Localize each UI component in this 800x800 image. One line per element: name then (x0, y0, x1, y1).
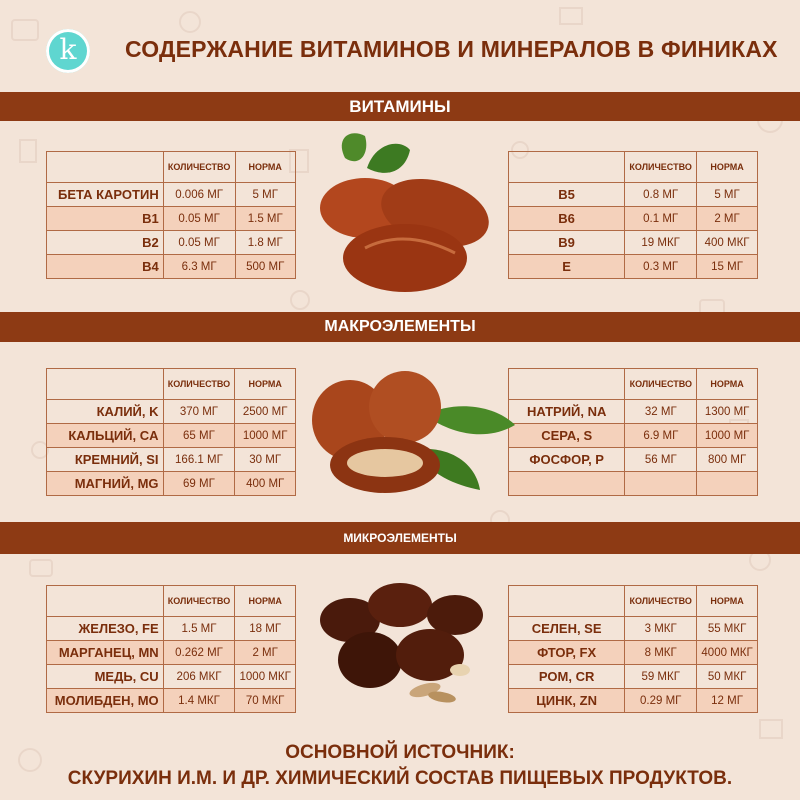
micro-right-table (508, 585, 758, 713)
nutrient-qty: 6.9 МГ (625, 424, 697, 448)
page-title: СОДЕРЖАНИЕ ВИТАМИНОВ И МИНЕРАЛОВ В ФИНИКАХ (125, 36, 778, 62)
nutrient-norm: 5 МГ (697, 183, 758, 207)
nutrient-norm (697, 472, 758, 496)
nutrient-qty: 69 МГ (163, 472, 235, 496)
nutrient-qty: 0.29 МГ (625, 689, 697, 713)
table-row (509, 641, 758, 665)
nutrient-qty: 8 МКГ (625, 641, 697, 665)
table-row (509, 255, 758, 279)
nutrient-qty: 56 МГ (625, 448, 697, 472)
nutrient-name: МОЛИБДЕН, MO (47, 689, 164, 713)
date-fruit-icon (343, 224, 467, 292)
nutrient-qty: 0.262 МГ (163, 641, 235, 665)
date-fruit-icon (338, 632, 402, 688)
nutrient-qty: 59 МКГ (625, 665, 697, 689)
table-row (47, 448, 296, 472)
nutrient-norm: 1300 МГ (697, 400, 758, 424)
nutrient-norm: 15 МГ (697, 255, 758, 279)
header-qty: КОЛИЧЕСТВО (625, 152, 697, 183)
nutrient-norm: 55 МКГ (697, 617, 758, 641)
date-fruit-icon (427, 595, 483, 635)
micro-left-table (46, 585, 296, 713)
nutrient-qty: 370 МГ (163, 400, 235, 424)
nutrient-name: ФТОР, FX (509, 641, 625, 665)
header-qty: КОЛИЧЕСТВО (625, 369, 697, 400)
nutrient-name: В5 (509, 183, 625, 207)
dates-illustration-1 (305, 128, 505, 303)
header-norm: НОРМА (697, 586, 758, 617)
header-qty: КОЛИЧЕСТВО (163, 586, 235, 617)
table-header-row (509, 586, 758, 617)
table-row (509, 207, 758, 231)
macro-right-table (508, 368, 758, 496)
table-header-row (509, 369, 758, 400)
nutrient-qty: 1.5 МГ (163, 617, 235, 641)
nutrient-name: ФОСФОР, P (509, 448, 625, 472)
nutrient-qty: 206 МКГ (163, 665, 235, 689)
nutrient-name: В9 (509, 231, 625, 255)
macro-left-table (46, 368, 296, 496)
table-row (47, 641, 296, 665)
nutrient-norm: 5 МГ (235, 183, 296, 207)
nutrient-name: МАРГАНЕЦ, MN (47, 641, 164, 665)
dates-illustration-3 (310, 575, 490, 705)
table-row (47, 183, 296, 207)
header-qty: КОЛИЧЕСТВО (163, 152, 235, 183)
nutrient-name: КРЕМНИЙ, SI (47, 448, 164, 472)
section-header-macro (0, 312, 800, 342)
nutrient-norm: 50 МКГ (697, 665, 758, 689)
nutrient-name: БЕТА КАРОТИН (47, 183, 164, 207)
nutrient-qty: 0.1 МГ (625, 207, 697, 231)
nutrient-norm: 12 МГ (697, 689, 758, 713)
nutrient-qty: 1.4 МКГ (163, 689, 235, 713)
nutrient-norm: 1000 МГ (235, 424, 296, 448)
nutrient-norm: 1.8 МГ (235, 231, 296, 255)
nutrient-name: В1 (47, 207, 164, 231)
leaf-icon (342, 133, 367, 161)
table-row (509, 183, 758, 207)
date-fruit-icon (369, 371, 441, 443)
nutrient-qty: 6.3 МГ (163, 255, 235, 279)
nutrient-qty: 166.1 МГ (163, 448, 235, 472)
table-row (47, 472, 296, 496)
nutrient-qty: 0.3 МГ (625, 255, 697, 279)
nutrient-name: КАЛИЙ, K (47, 400, 164, 424)
table-row (47, 231, 296, 255)
nutrient-qty: 3 МКГ (625, 617, 697, 641)
nutrient-norm: 4000 МКГ (697, 641, 758, 665)
section-header-vitamins (0, 92, 800, 121)
dates-illustration-2 (305, 365, 520, 500)
vitamins-left-table (46, 151, 296, 279)
nutrient-name: КАЛЬЦИЙ, CA (47, 424, 164, 448)
nutrient-name: СЕЛЕН, SE (509, 617, 625, 641)
section-label-micro: МИКРОЭЛЕМЕНТЫ (343, 531, 457, 545)
table-row (47, 400, 296, 424)
section-label-vitamins: ВИТАМИНЫ (349, 97, 451, 116)
nutrient-name: Е (509, 255, 625, 279)
table-header-row (509, 152, 758, 183)
nutrient-norm: 70 МКГ (235, 689, 296, 713)
header-qty: КОЛИЧЕСТВО (625, 586, 697, 617)
nutrient-norm: 800 МГ (697, 448, 758, 472)
table-row (47, 689, 296, 713)
nutrient-name: ЖЕЛЕЗО, FE (47, 617, 164, 641)
header-norm: НОРМА (235, 152, 296, 183)
leaf-icon (367, 144, 410, 173)
table-row (509, 472, 758, 496)
header-norm: НОРМА (697, 152, 758, 183)
logo-letter: k (59, 32, 77, 66)
nutrient-qty: 0.05 МГ (163, 231, 235, 255)
section-header-micro (0, 522, 800, 554)
nutrient-norm: 400 МКГ (697, 231, 758, 255)
table-row (47, 255, 296, 279)
nutrient-name: МАГНИЙ, MG (47, 472, 164, 496)
table-row (47, 617, 296, 641)
nutrient-norm: 1000 МГ (697, 424, 758, 448)
source-line-2: СКУРИХИН И.М. И ДР. ХИМИЧЕСКИЙ СОСТАВ ПИЩЕВЫХ ПРОДУКТОВ. (67, 768, 733, 789)
nutrient-name: В2 (47, 231, 164, 255)
nutrient-qty: 0.05 МГ (163, 207, 235, 231)
table-row (509, 448, 758, 472)
nutrient-name: В6 (509, 207, 625, 231)
brand-logo (46, 29, 90, 73)
nutrient-norm: 30 МГ (235, 448, 296, 472)
table-header-row (47, 586, 296, 617)
nutrient-norm: 400 МГ (235, 472, 296, 496)
vitamins-right-table (508, 151, 758, 279)
table-header-row (47, 152, 296, 183)
nutrient-qty: 32 МГ (625, 400, 697, 424)
nutrient-qty: 19 МКГ (625, 231, 697, 255)
nutrient-norm: 18 МГ (235, 617, 296, 641)
section-label-macro: МАКРОЭЛЕМЕНТЫ (324, 318, 476, 335)
header-norm: НОРМА (235, 586, 296, 617)
nutrient-norm: 1.5 МГ (235, 207, 296, 231)
nutrient-name: В4 (47, 255, 164, 279)
table-row (509, 689, 758, 713)
nutrient-norm: 1000 МКГ (235, 665, 296, 689)
nutrient-name: МЕДЬ, CU (47, 665, 164, 689)
nutrient-norm: 2500 МГ (235, 400, 296, 424)
nutrient-name: ЦИНК, ZN (509, 689, 625, 713)
source-note (0, 740, 800, 792)
header-norm: НОРМА (235, 369, 296, 400)
table-row (509, 424, 758, 448)
header-norm: НОРМА (697, 369, 758, 400)
table-row (509, 400, 758, 424)
table-row (47, 207, 296, 231)
nutrient-qty (625, 472, 697, 496)
nutrient-norm: 2 МГ (235, 641, 296, 665)
header-qty: КОЛИЧЕСТВО (163, 369, 235, 400)
source-line-1: ОСНОВНОЙ ИСТОЧНИК: (285, 742, 515, 763)
nutrient-qty: 0.8 МГ (625, 183, 697, 207)
nutrient-name: НАТРИЙ, NA (509, 400, 625, 424)
nutrient-qty: 65 МГ (163, 424, 235, 448)
table-row (47, 424, 296, 448)
table-row (509, 231, 758, 255)
nutrient-qty: 0.006 МГ (163, 183, 235, 207)
nutrient-name (509, 472, 625, 496)
table-header-row (47, 369, 296, 400)
date-fruit-icon (368, 583, 432, 627)
nutrient-name: СЕРА, S (509, 424, 625, 448)
table-row (509, 665, 758, 689)
table-row (509, 617, 758, 641)
date-pit-icon (347, 449, 423, 477)
nutrient-norm: 2 МГ (697, 207, 758, 231)
nutrient-name: РОМ, CR (509, 665, 625, 689)
nutrient-norm: 500 МГ (235, 255, 296, 279)
table-row (47, 665, 296, 689)
